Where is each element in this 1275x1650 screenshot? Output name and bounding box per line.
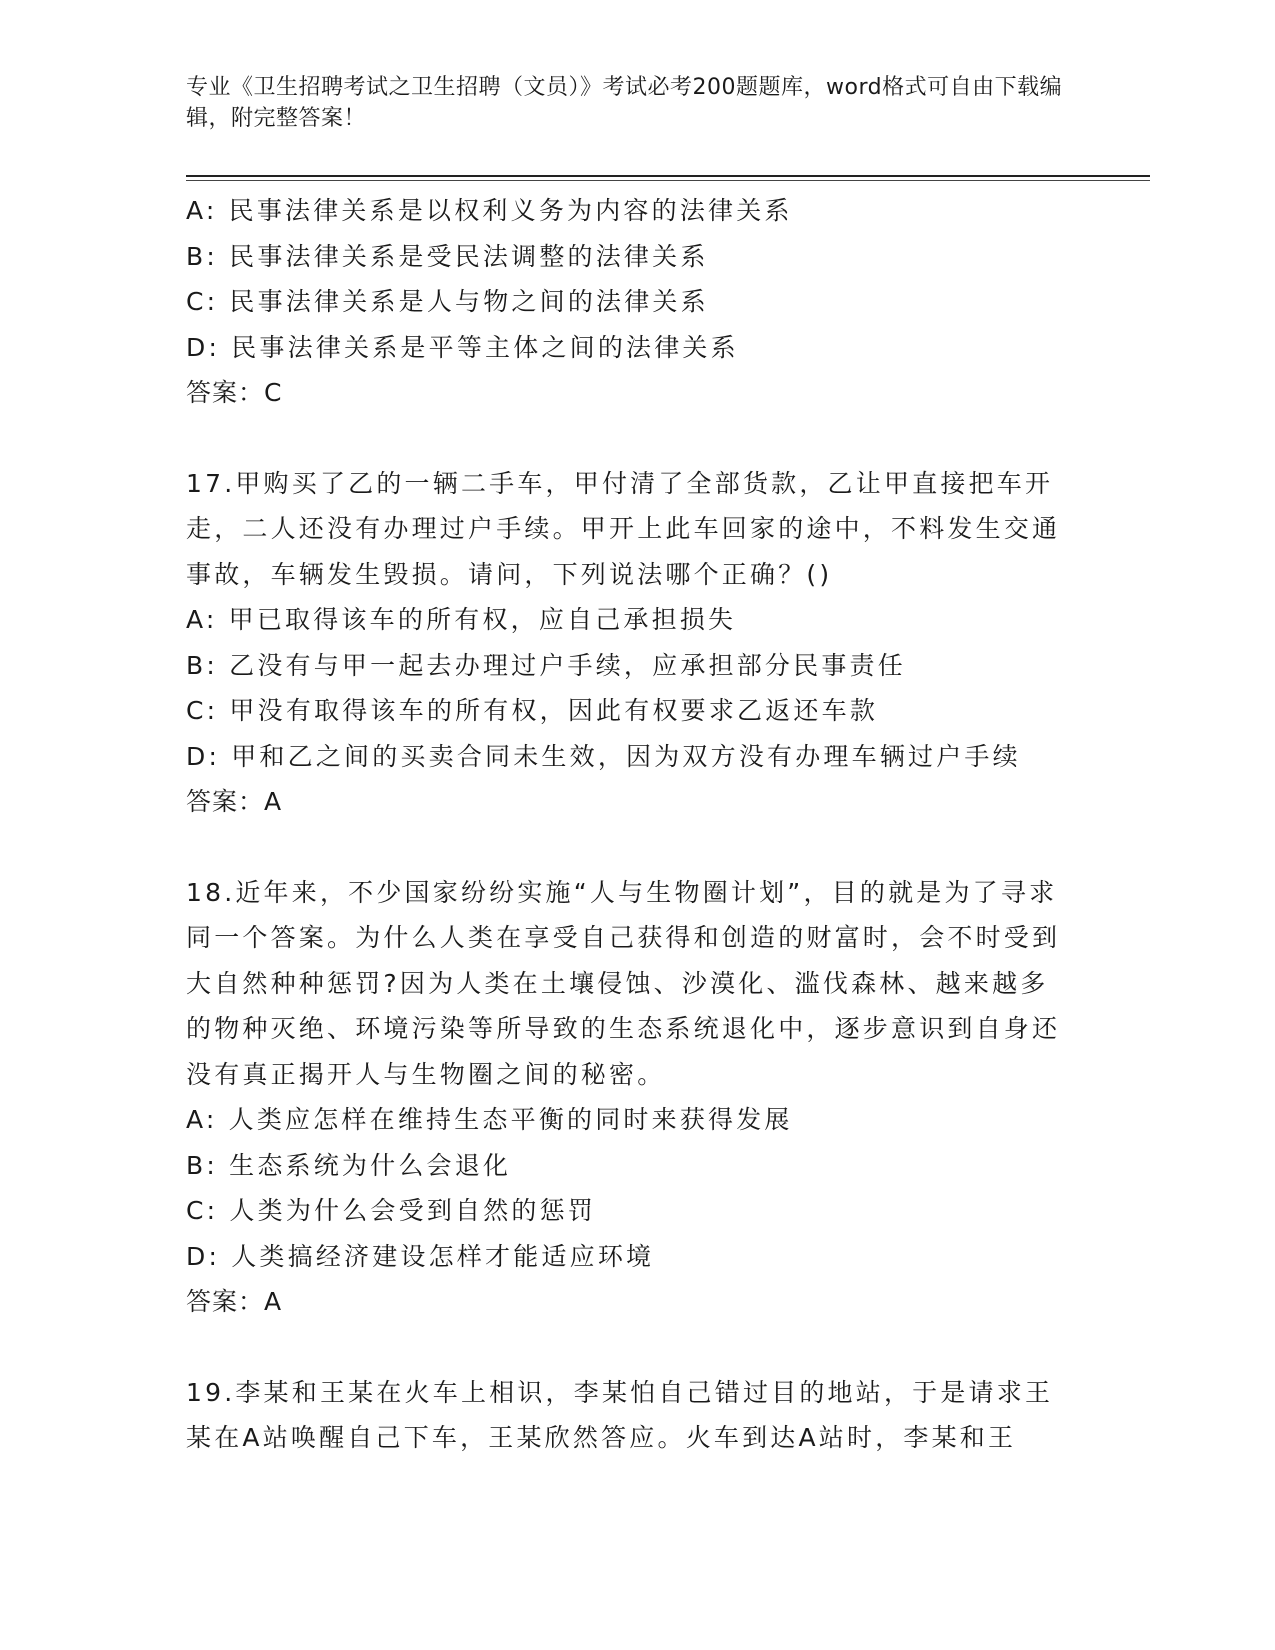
question-text: 18.近年来，不少国家纷纷实施“人与生物圈计划”，目的就是为了寻求同一个答案。为什么人类在享受自己获得和创造的财富时，会不时受到大自然种种惩罚?因为人类在土壤侵蚀、沙漠化、滥伐森林、越来越多的物种灭绝、环境污染等所导致的生态系统退化中，逐步意识到自身还没有真正揭开人与生物圈之间的秘密。	[186, 877, 1061, 1089]
option-d: D: 人类搞经济建设怎样才能适应环境	[186, 1241, 655, 1271]
question-text: 17.甲购买了乙的一辆二手车，甲付清了全部货款，乙让甲直接把车开走，二人还没有办理过户手续。甲开上此车回家的途中，不料发生交通事故，车辆发生毁损。请问，下列说法哪个正确？()	[186, 468, 1061, 589]
option-c: C: 民事法律关系是人与物之间的法律关系	[186, 287, 709, 316]
option-b: B: 生态系统为什么会退化	[186, 1150, 512, 1180]
answer: 答案：A	[186, 787, 283, 816]
document-content	[186, 188, 1086, 1461]
answer: 答案：C	[186, 378, 283, 407]
header-divider-thin	[186, 180, 1150, 181]
option-c: C: 甲没有取得该车的所有权，因此有权要求乙返还车款	[186, 696, 879, 725]
option-a: A: 民事法律关系是以权利义务为内容的法律关系	[186, 196, 793, 225]
answer: 答案：A	[186, 1287, 283, 1316]
question-19	[186, 1370, 1086, 1461]
option-b: B: 乙没有与甲一起去办理过户手续，应承担部分民事责任	[186, 650, 906, 680]
option-d: D: 甲和乙之间的买卖合同未生效，因为双方没有办理车辆过户手续	[186, 741, 1021, 771]
document-header: 专业《卫生招聘考试之卫生招聘（文员）》考试必考200题题库，word格式可自由下载编辑，附完整答案！	[186, 75, 1063, 131]
question-16	[186, 188, 1086, 416]
header-divider-thick	[186, 175, 1150, 177]
option-a: A: 人类应怎样在维持生态平衡的同时来获得发展	[186, 1105, 793, 1134]
question-18	[186, 870, 1086, 1325]
option-b: B: 民事法律关系是受民法调整的法律关系	[186, 241, 709, 271]
option-c: C: 人类为什么会受到自然的惩罚	[186, 1196, 597, 1225]
option-d: D: 民事法律关系是平等主体之间的法律关系	[186, 332, 739, 362]
question-17	[186, 461, 1086, 825]
question-text: 19.李某和王某在火车上相识，李某怕自己错过目的地站，于是请求王某在A站唤醒自己下车，王某欣然答应。火车到达A站时，李某和王	[186, 1377, 1054, 1452]
option-a: A: 甲已取得该车的所有权，应自己承担损失	[186, 605, 737, 634]
